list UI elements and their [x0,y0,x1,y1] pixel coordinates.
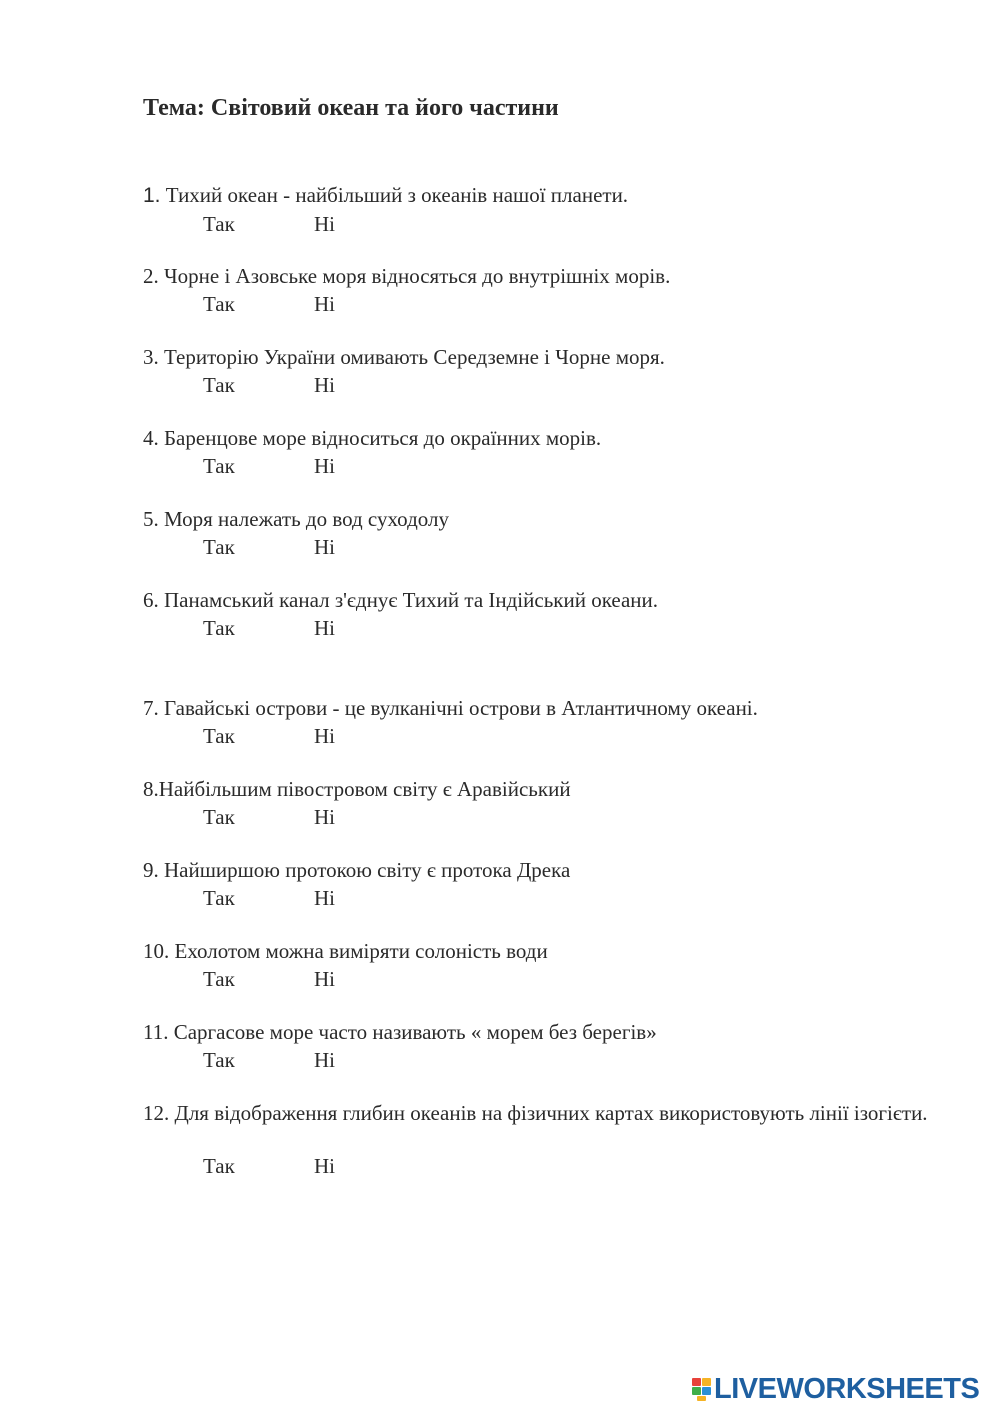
question-3 [143,343,943,399]
answer-no-option[interactable]: Ні [314,967,335,991]
answer-no-option[interactable]: Ні [314,373,335,397]
page-title: Тема: Світовий океан та його частини [143,95,559,121]
question-4 [143,424,943,480]
answer-options [143,533,943,561]
question-1 [143,181,943,238]
question-text: 4. Баренцове море відноситься до окраїнних морів. [143,426,602,450]
liveworksheets-logo-icon [692,1376,712,1402]
answer-yes-option[interactable]: Так [203,373,235,397]
answer-options [143,452,943,480]
question-8 [143,775,943,831]
answer-options [143,1152,943,1180]
answer-yes-option[interactable]: Так [203,886,235,910]
answer-no-option[interactable]: Ні [314,616,335,640]
question-number: 1. [143,184,161,207]
question-text: 6. Панамський канал з'єднує Тихий та Індійський океани. [143,588,659,612]
question-text: 7. Гавайські острови - це вулканічні острови в Атлантичному океані. [143,696,758,720]
answer-options [143,965,943,993]
question-text: 3. Територію України омивають Середземне і Чорне моря. [143,345,665,369]
answer-yes-option[interactable]: Так [203,967,235,991]
question-2 [143,262,943,318]
answer-options [143,722,943,750]
liveworksheets-logo-text: LIVEWORKSHEETS [714,1372,980,1405]
answer-yes-option[interactable]: Так [203,454,235,478]
answer-yes-option[interactable]: Так [203,1154,235,1178]
answer-yes-option[interactable]: Так [203,724,235,748]
question-6 [143,586,943,642]
answer-options [143,614,943,642]
answer-no-option[interactable]: Ні [314,1154,335,1178]
answer-no-option[interactable]: Ні [314,454,335,478]
question-11 [143,1018,943,1074]
answer-options [143,210,943,238]
answer-yes-option[interactable]: Так [203,292,235,316]
answer-options [143,290,943,318]
answer-yes-option[interactable]: Так [203,616,235,640]
answer-options [143,371,943,399]
question-7 [143,694,943,750]
question-text: 2. Чорне і Азовське моря відносяться до внутрішніх морів. [143,264,671,288]
answer-options [143,1046,943,1074]
question-5 [143,505,943,561]
question-12 [143,1099,943,1180]
answer-no-option[interactable]: Ні [314,724,335,748]
question-text: 8.Найбільшим півостровом світу є Аравійський [143,777,571,801]
answer-yes-option[interactable]: Так [203,212,235,236]
question-text: 5. Моря належать до вод суходолу [143,507,449,531]
answer-yes-option[interactable]: Так [203,1048,235,1072]
answer-no-option[interactable]: Ні [314,805,335,829]
answer-yes-option[interactable]: Так [203,805,235,829]
answer-yes-option[interactable]: Так [203,535,235,559]
question-9 [143,856,943,912]
liveworksheets-logo[interactable] [692,1374,979,1404]
answer-options [143,803,943,831]
answer-no-option[interactable]: Ні [314,292,335,316]
answer-no-option[interactable]: Ні [314,535,335,559]
question-text: 9. Найширшою протокою світу є протока Дрека [143,858,571,882]
question-10 [143,937,943,993]
answer-no-option[interactable]: Ні [314,1048,335,1072]
question-text: 1. Тихий океан - найбільший з океанів нашої планети. [143,183,629,207]
answer-no-option[interactable]: Ні [314,212,335,236]
question-text: 12. Для відображення глибин океанів на фізичних картах використовують лінії ізогієти. [143,1101,928,1125]
question-text: 11. Саргасове море часто називають « морем без берегів» [143,1020,657,1044]
question-text: 10. Ехолотом можна виміряти солоність води [143,939,548,963]
answer-no-option[interactable]: Ні [314,886,335,910]
answer-options [143,884,943,912]
